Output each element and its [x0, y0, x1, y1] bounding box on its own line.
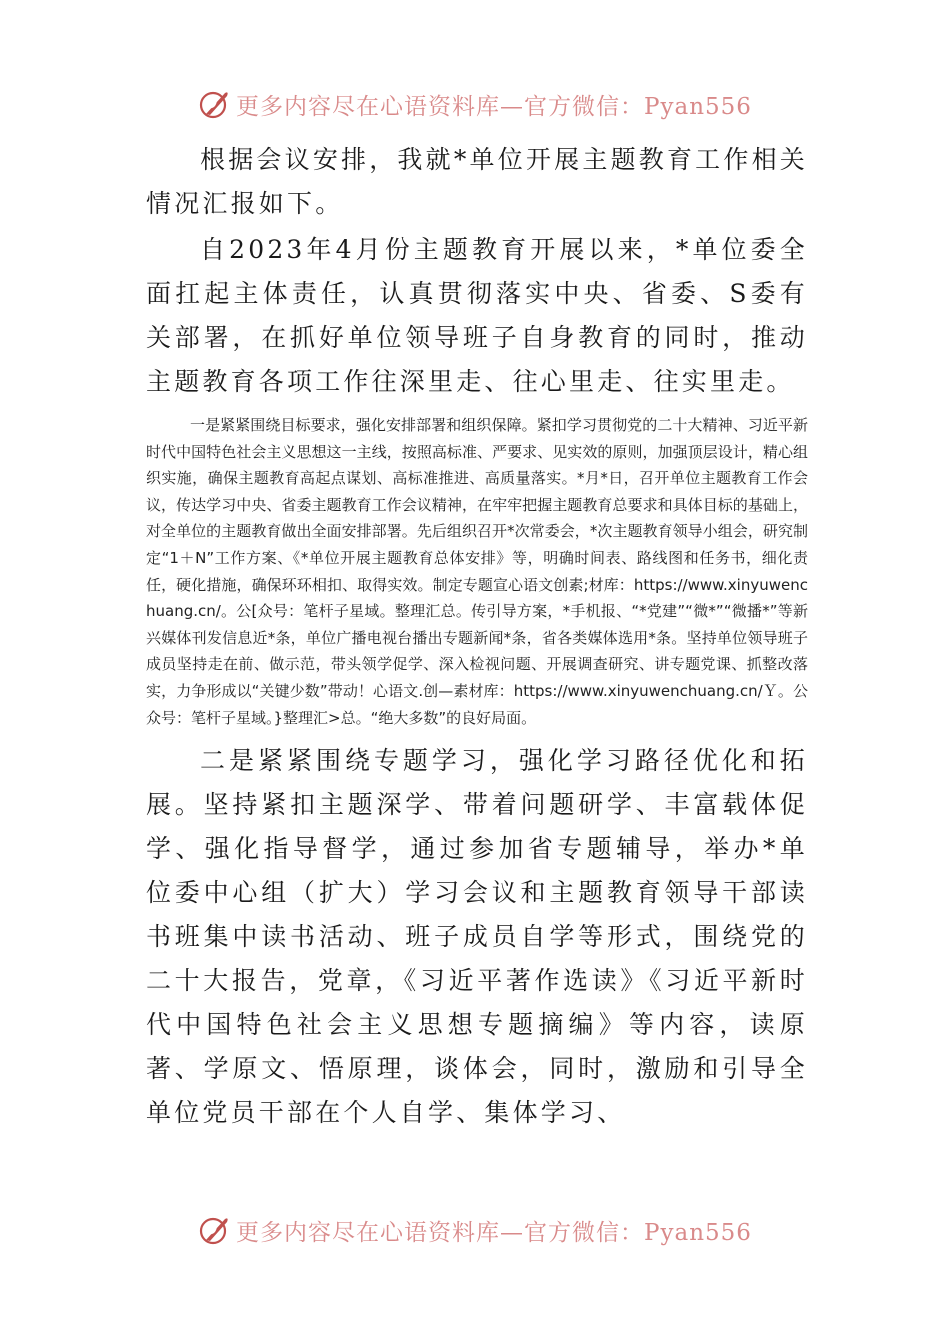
footer-banner: [0, 1208, 950, 1252]
header-banner: [0, 82, 950, 126]
quill-pen-logo-icon: [198, 87, 232, 121]
overview-paragraph: 自2023年4月份主题教育开展以来，*单位委全面扛起主体责任，认真贯彻落实中央、省委、S委有关部署，在抓好单位领导班子自身教育的同时，推动主题教育各项工作往深里走、往心里走、往实里走。: [146, 235, 808, 396]
header-banner-text: 更多内容尽在心语资料库—官方微信：Pyan556: [236, 93, 752, 120]
intro-paragraph: 根据会议安排，我就*单位开展主题教育工作相关情况汇报如下。: [146, 145, 808, 218]
section-one-paragraph: 一是紧紧围绕目标要求，强化安排部署和组织保障。紧扣学习贯彻党的二十大精神、习近平新时代中国特色社会主义思想这一主线，按照高标准、严要求、见实效的原则，加强顶层设计，精心组织实施，确保主题教育高起点谋划、高标准推进、高质量落实。*月*日，召开单位主题教育工作会议，传达学习中央、省委主题教育工作会议精神，在牢牢把握主题教育总要求和具体目标的基础上，对全单位的主题教育做出全面安排部署。先后组织召开*次常委会，*次主题教育领导小组会，研究制定“1＋N”工作方案、《*单位开展主题教育总体安排》等，明确时间表、路线图和任务书，细化责任，硬化措施，确保环环相扣、取得实效。制定专题宣心语文创素;材库：https://www.xinyuwenchuang.cn/。公[众号：笔杆子星域。整理汇总。传引导方案，*手机报、“*党建”“微*”“微播*”等新兴媒体刊发信息近*条，单位广播电视台播出专题新闻*条，省各类媒体选用*条。坚持单位领导班子成员坚持走在前、做示范，带头领学促学、深入检视问题、开展调查研究、讲专题党课、抓整改落实，力争形成以“关键少数”带动！心语文.创—素材库：https://www.xinyuwenchuang.cn/Ｙ。公众号：笔杆子星域。}整理汇>总。“绝大多数”的良好局面。: [146, 416, 808, 727]
quill-pen-logo-icon: [198, 1213, 232, 1247]
footer-banner-text: 更多内容尽在心语资料库—官方微信：Pyan556: [236, 1219, 752, 1246]
document-body: [146, 138, 808, 1135]
section-two-paragraph: 二是紧紧围绕专题学习，强化学习路径优化和拓展。坚持紧扣主题深学、带着问题研学、丰富载体促学、强化指导督学，通过参加省专题辅导，举办*单位委中心组（扩大）学习会议和主题教育领导干部读书班集中读书活动、班子成员自学等形式，围绕党的二十大报告，党章，《习近平著作选读》《习近平新时代中国特色社会主义思想专题摘编》等内容，读原著、学原文、悟原理，谈体会，同时，激励和引导全单位党员干部在个人自学、集体学习、: [146, 746, 808, 1128]
